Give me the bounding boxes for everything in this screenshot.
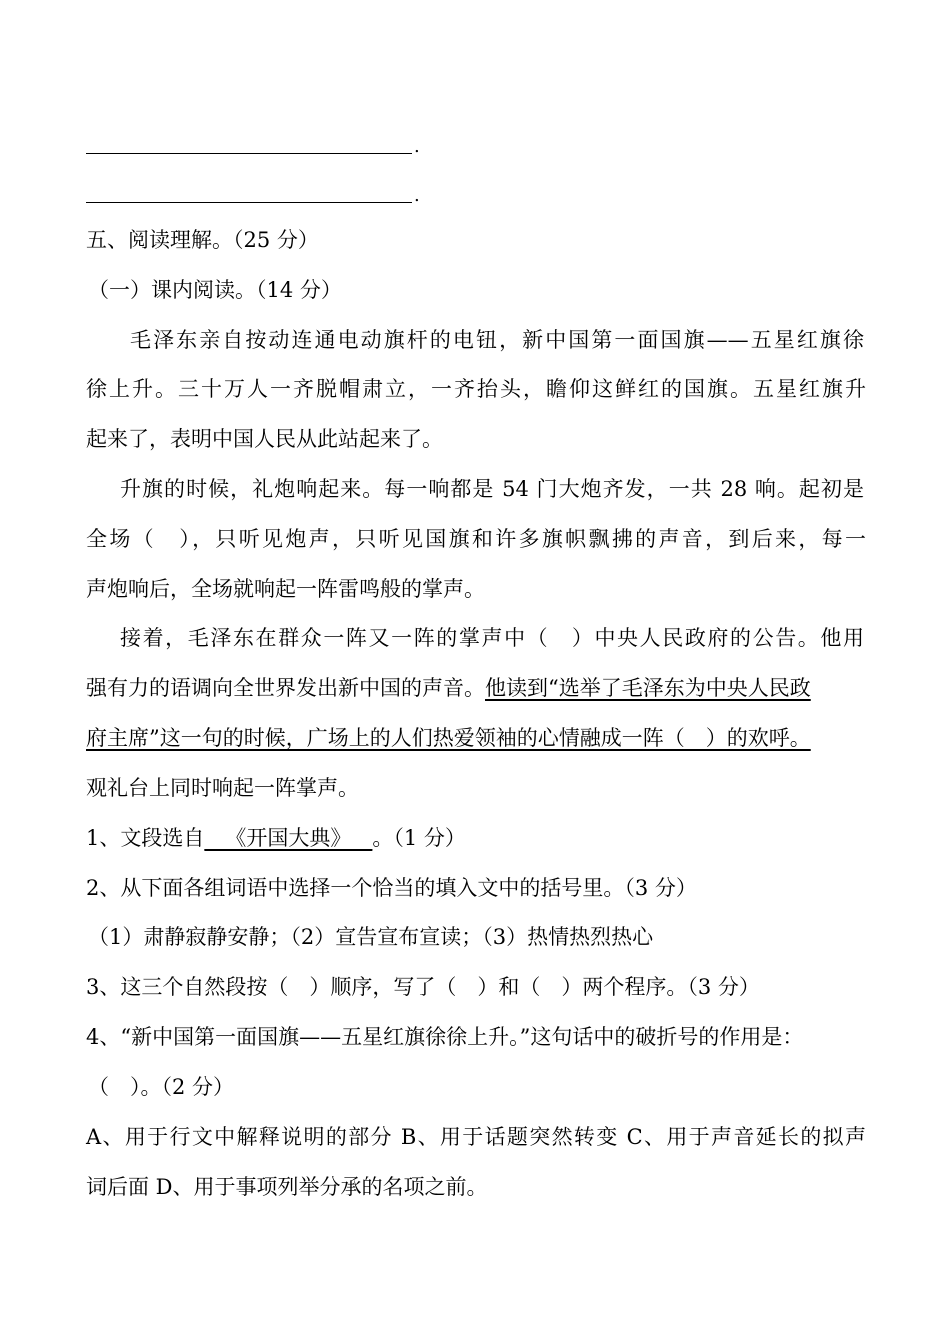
passage-underlined-sentence: 他读到“选举了毛泽东为中央人民政 <box>485 676 811 700</box>
question-4: 4、“新中国第一面国旗——五星红旗徐徐上升。”这句话中的破折号的作用是： <box>86 1025 804 1049</box>
answer-line-1[interactable] <box>86 124 426 157</box>
passage-line: 徐上升。三十万人一齐脱帽肃立，一齐抬头，瞻仰这鲜红的国旗。五星红旗升 <box>86 377 866 401</box>
question-1-suffix: 。（1 分） <box>372 826 466 850</box>
answer-underline <box>86 153 412 154</box>
question-2: 2、从下面各组词语中选择一个恰当的填入文中的括号里。（3 分） <box>86 876 697 900</box>
question-4-options: 词后面 D、用于事项列举分承的名项之前。 <box>86 1175 488 1199</box>
passage-line: 毛泽东亲自按动连通电动旗杆的电钮，新中国第一面国旗——五星红旗徐 <box>130 328 864 352</box>
question-1 <box>86 823 866 853</box>
passage-line: 声炮响后，全场就响起一阵雷鸣般的掌声。 <box>86 577 485 601</box>
question-2-options: （1）肃静寂静安静；（2）宣告宣布宣读；（3）热情热烈热心 <box>88 925 654 949</box>
question-1-prefix: 1、文段选自 <box>86 826 205 850</box>
question-1-answer: __《开国大典》__ <box>204 826 373 850</box>
answer-line-2[interactable] <box>86 173 426 206</box>
question-3: 3、这三个自然段按（ ）顺序，写了（ ）和（ ）两个程序。（3 分） <box>86 975 760 999</box>
passage-line <box>86 673 866 703</box>
question-4-blank: （ ）。（2 分） <box>88 1075 235 1099</box>
passage-line: 观礼台上同时响起一阵掌声。 <box>86 776 359 800</box>
passage-line: 全场（ ），只听见炮声，只听见国旗和许多旗帜飘拂的声音，到后来，每一 <box>86 527 866 551</box>
passage-line: 接着，毛泽东在群众一阵又一阵的掌声中（ ）中央人民政府的公告。他用 <box>120 626 864 650</box>
passage-plain-text: 强有力的语调向全世界发出新中国的声音。 <box>86 676 485 700</box>
answer-underline <box>86 202 412 203</box>
answer-line-period: . <box>414 136 420 157</box>
passage-underlined-sentence: 府主席”这一句的时候，广场上的人们热爱领袖的心情融成一阵（ ）的欢呼。 <box>86 726 811 750</box>
subsection-title: （一）课内阅读。（14 分） <box>88 278 342 302</box>
question-4-options: A、用于行文中解释说明的部分 B、用于话题突然转变 C、用于声音延长的拟声 <box>86 1125 866 1149</box>
passage-line: 起来了，表明中国人民从此站起来了。 <box>86 427 443 451</box>
passage-line: 升旗的时候，礼炮响起来。每一响都是 54 门大炮齐发，一共 28 响。起初是 <box>120 477 864 501</box>
section-title: 五、阅读理解。（25 分） <box>86 228 319 252</box>
answer-line-period: . <box>414 185 420 206</box>
